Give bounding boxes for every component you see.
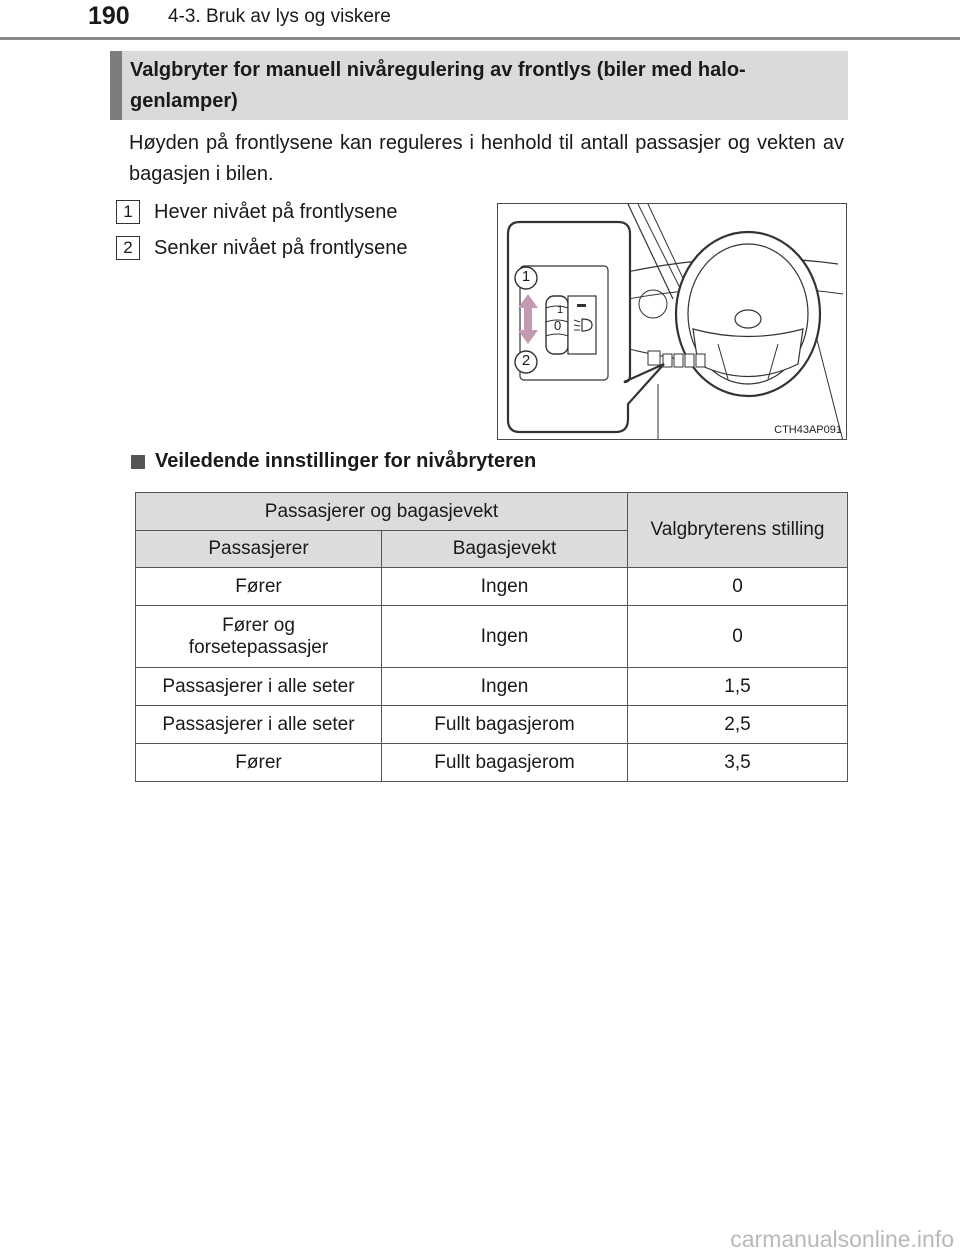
- breadcrumb: 4-3. Bruk av lys og viskere: [168, 6, 391, 27]
- cell-passengers: Fører og forsetepassasjer: [136, 606, 382, 668]
- list-item-raise: [116, 198, 397, 226]
- table-row: [136, 668, 848, 706]
- table-row: [136, 568, 848, 606]
- table-row: [136, 744, 848, 782]
- table-row: [136, 706, 848, 744]
- header-luggage: Bagasjevekt: [382, 531, 628, 568]
- cell-luggage: Ingen: [382, 668, 628, 706]
- cell-luggage: Ingen: [382, 606, 628, 668]
- dashboard-drawing: [498, 204, 847, 440]
- cell-passengers: Passasjerer i alle seter: [136, 668, 382, 706]
- cell-passengers: Fører: [136, 744, 382, 782]
- cell-position: 0: [628, 606, 848, 668]
- callout-number-1: 1: [521, 268, 531, 285]
- intro-paragraph: Høyden på frontlysene kan reguleres i henhold til antall passasjer og vekten av bagasjen i bilen.: [129, 132, 844, 185]
- watermark: carmanualsonline.info: [730, 1226, 954, 1252]
- header-divider: [0, 37, 960, 40]
- cell-luggage: Fullt bagasjerom: [382, 744, 628, 782]
- header-passengers-luggage: Passasjerer og bagasjevekt: [136, 493, 628, 531]
- table-row: [136, 606, 848, 668]
- leveling-settings-table: [135, 492, 848, 782]
- list-item-label: Senker nivået på frontlysene: [154, 236, 408, 259]
- header-passengers: Passasjerer: [136, 531, 382, 568]
- number-badge: 1: [116, 200, 140, 224]
- cell-luggage: Fullt bagasjerom: [382, 706, 628, 744]
- cell-position: 1,5: [628, 668, 848, 706]
- dial-mark-top: 1: [557, 304, 564, 316]
- number-badge: 2: [116, 236, 140, 260]
- section-heading: Valgbryter for manuell nivåregulering av frontlys (biler med halo-genlamper): [110, 51, 848, 120]
- cell-position: 0: [628, 568, 848, 606]
- cell-passengers: Passasjerer i alle seter: [136, 706, 382, 744]
- dial-mark-zero: 0: [554, 318, 562, 333]
- figure-code: CTH43AP091: [774, 424, 842, 436]
- subheading-text: Veiledende innstillinger for nivåbryteren: [155, 450, 537, 472]
- settings-subheading: [131, 450, 536, 473]
- list-item-lower: [116, 234, 408, 262]
- cell-position: 3,5: [628, 744, 848, 782]
- callout-number-2: 2: [521, 352, 531, 369]
- cell-passengers: Fører: [136, 568, 382, 606]
- cell-position: 2,5: [628, 706, 848, 744]
- page-number: 190: [88, 2, 130, 30]
- list-item-label: Hever nivået på frontlysene: [154, 200, 398, 223]
- square-bullet-icon: [131, 455, 145, 469]
- header-switch-position: Valgbryterens stilling: [628, 493, 848, 568]
- cell-luggage: Ingen: [382, 568, 628, 606]
- headlight-leveling-illustration: [497, 203, 847, 440]
